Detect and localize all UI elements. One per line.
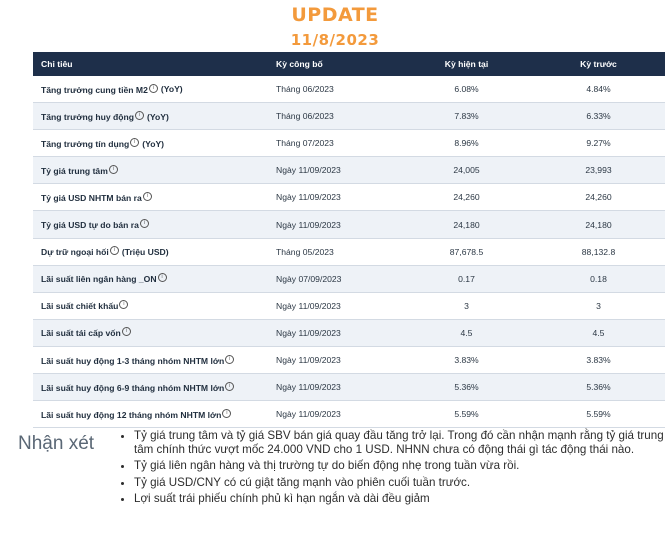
column-header-current: Kỳ hiện tại xyxy=(401,52,532,76)
table-row xyxy=(33,76,665,103)
indicator-label: Lãi suất huy động 12 tháng nhóm NHTM lớn xyxy=(41,409,222,420)
info-icon[interactable]: i xyxy=(135,111,144,120)
previous-value-cell: 3.83% xyxy=(532,346,665,373)
table-row xyxy=(33,374,665,401)
indicator-cell xyxy=(33,103,276,130)
indicator-cell xyxy=(33,265,276,292)
current-value-cell: 3 xyxy=(401,292,532,319)
comments-title: Nhận xét xyxy=(18,433,95,454)
indicator-label: Tăng trưởng tín dụng xyxy=(41,138,130,149)
previous-value-cell: 6.33% xyxy=(532,103,665,130)
current-value-cell: 7.83% xyxy=(401,103,532,130)
previous-value-cell: 5.59% xyxy=(532,401,665,428)
page-title: UPDATE xyxy=(291,4,379,26)
period-cell: Tháng 06/2023 xyxy=(276,103,401,130)
table-row xyxy=(33,211,665,238)
previous-value-cell: 24,260 xyxy=(532,184,665,211)
period-cell: Ngày 11/09/2023 xyxy=(276,346,401,373)
current-value-cell: 3.83% xyxy=(401,346,532,373)
table-row xyxy=(33,401,665,428)
info-icon[interactable]: i xyxy=(140,219,149,228)
column-header-indicator: Chỉ tiêu xyxy=(33,52,276,76)
comment-item: • Tỷ giá USD/CNY có cú giật tăng mạnh vào phiên cuối tuần trước. xyxy=(134,476,670,490)
indicator-cell xyxy=(33,76,276,103)
current-value-cell: 87,678.5 xyxy=(401,238,532,265)
update-date: 11/8/2023 xyxy=(290,31,380,49)
indicator-label: Lãi suất liên ngân hàng _ON xyxy=(41,274,157,285)
column-header-period: Kỳ công bố xyxy=(276,52,401,76)
indicator-cell xyxy=(33,184,276,211)
info-icon[interactable]: i xyxy=(225,382,234,391)
info-icon[interactable]: i xyxy=(222,409,231,418)
current-value-cell: 5.59% xyxy=(401,401,532,428)
indicator-label: Tăng trưởng huy động xyxy=(41,111,135,122)
table-row xyxy=(33,103,665,130)
indicator-cell xyxy=(33,401,276,428)
period-cell: Ngày 11/09/2023 xyxy=(276,157,401,184)
table-row xyxy=(33,319,665,346)
period-cell: Tháng 06/2023 xyxy=(276,76,401,103)
info-icon[interactable]: i xyxy=(143,192,152,201)
current-value-cell: 24,180 xyxy=(401,211,532,238)
comment-item: • Tỷ giá liên ngân hàng và thị trường tự do biến động nhẹ trong tuần vừa rồi. xyxy=(134,459,670,473)
indicator-label: Lãi suất tái cấp vốn xyxy=(41,328,121,339)
indicators-table xyxy=(33,52,665,428)
indicator-label: Tỷ giá USD NHTM bán ra xyxy=(41,192,142,203)
period-cell: Ngày 11/09/2023 xyxy=(276,401,401,428)
previous-value-cell: 24,180 xyxy=(532,211,665,238)
period-cell: Ngày 07/09/2023 xyxy=(276,265,401,292)
table-header-row xyxy=(33,52,665,76)
table-row xyxy=(33,265,665,292)
table-row xyxy=(33,292,665,319)
period-cell: Ngày 11/09/2023 xyxy=(276,319,401,346)
indicator-label: Tỷ giá USD tự do bán ra xyxy=(41,219,139,230)
table-row xyxy=(33,238,665,265)
indicator-label: Tăng trưởng cung tiền M2 xyxy=(41,84,148,95)
previous-value-cell: 88,132.8 xyxy=(532,238,665,265)
previous-value-cell: 23,993 xyxy=(532,157,665,184)
indicator-cell xyxy=(33,130,276,157)
current-value-cell: 24,260 xyxy=(401,184,532,211)
period-cell: Tháng 05/2023 xyxy=(276,238,401,265)
comment-item: • Lợi suất trái phiếu chính phủ kì hạn ngắn và dài đều giảm xyxy=(134,492,670,506)
indicator-unit: (YoY) xyxy=(142,138,165,149)
indicator-label: Tỷ giá trung tâm xyxy=(41,165,108,176)
info-icon[interactable]: i xyxy=(110,246,119,255)
info-icon[interactable]: i xyxy=(130,138,139,147)
indicator-cell xyxy=(33,319,276,346)
indicator-cell xyxy=(33,157,276,184)
info-icon[interactable]: i xyxy=(122,327,131,336)
current-value-cell: 4.5 xyxy=(401,319,532,346)
indicator-unit: (Triệu USD) xyxy=(121,247,169,258)
previous-value-cell: 5.36% xyxy=(532,374,665,401)
table-row xyxy=(33,184,665,211)
info-icon[interactable]: i xyxy=(225,355,234,364)
period-cell: Ngày 11/09/2023 xyxy=(276,211,401,238)
indicator-cell xyxy=(33,374,276,401)
table-row xyxy=(33,157,665,184)
indicator-unit: (YoY) xyxy=(147,111,169,122)
comments-list xyxy=(118,429,670,508)
column-header-previous: Kỳ trước xyxy=(532,52,665,76)
current-value-cell: 8.96% xyxy=(401,130,532,157)
previous-value-cell: 9.27% xyxy=(532,130,665,157)
period-cell: Ngày 11/09/2023 xyxy=(276,292,401,319)
indicator-label: Lãi suất huy động 1-3 tháng nhóm NHTM lớn xyxy=(41,355,225,366)
current-value-cell: 0.17 xyxy=(401,265,532,292)
period-cell: Ngày 11/09/2023 xyxy=(276,374,401,401)
previous-value-cell: 4.84% xyxy=(532,76,665,103)
period-cell: Ngày 11/09/2023 xyxy=(276,184,401,211)
previous-value-cell: 3 xyxy=(532,292,665,319)
indicator-label: Dự trữ ngoại hối xyxy=(41,247,109,258)
indicator-cell xyxy=(33,346,276,373)
info-icon[interactable]: i xyxy=(149,84,158,93)
indicator-cell xyxy=(33,211,276,238)
table-row xyxy=(33,130,665,157)
table-body xyxy=(33,76,665,428)
table-row xyxy=(33,346,665,373)
indicator-cell xyxy=(33,292,276,319)
comment-item: • Tỷ giá trung tâm và tỷ giá SBV bán giá quay đầu tăng trở lại. Trong đó cần nhận mạnh rằng tỷ giá trung tâm chính thức vượt mốc 24.000 VND cho 1 USD. NHNN chưa có động thái gì tác động thái nào. xyxy=(134,429,670,457)
indicator-label: Lãi suất chiết khấu xyxy=(41,301,119,312)
info-icon[interactable]: i xyxy=(158,273,167,282)
previous-value-cell: 4.5 xyxy=(532,319,665,346)
info-icon[interactable]: i xyxy=(119,300,128,309)
indicator-label: Lãi suất huy động 6-9 tháng nhóm NHTM lớn xyxy=(41,382,225,393)
current-value-cell: 5.36% xyxy=(401,374,532,401)
period-cell: Tháng 07/2023 xyxy=(276,130,401,157)
info-icon[interactable]: i xyxy=(109,165,118,174)
current-value-cell: 24,005 xyxy=(401,157,532,184)
indicator-unit: (YoY) xyxy=(160,84,183,95)
previous-value-cell: 0.18 xyxy=(532,265,665,292)
current-value-cell: 6.08% xyxy=(401,76,532,103)
indicator-cell xyxy=(33,238,276,265)
